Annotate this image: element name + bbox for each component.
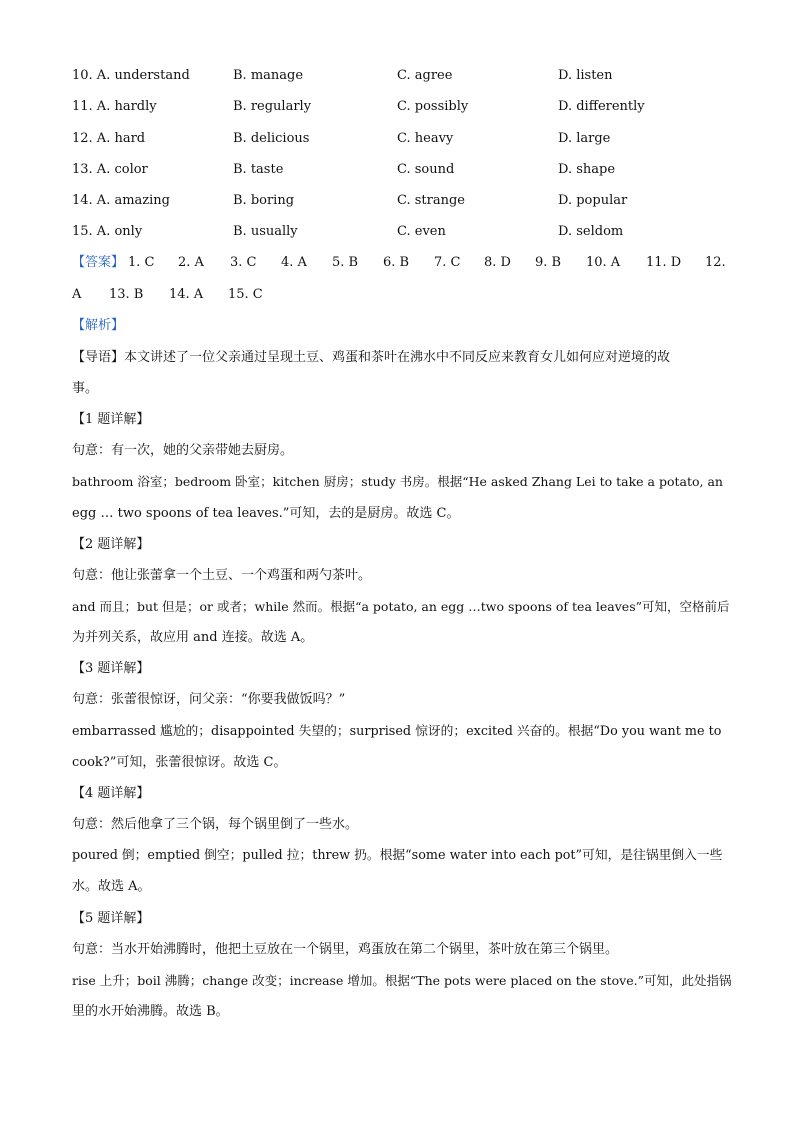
- answer-item: 10. A: [586, 255, 621, 270]
- option-b: B. usually: [233, 224, 298, 239]
- detail-meaning-2: 句意：他让张蕾拿一个土豆、一个鸡蛋和两勺茶叶。: [72, 568, 372, 583]
- detail-meaning-1: 句意：有一次，她的父亲带她去厨房。: [72, 443, 294, 458]
- detail-text-1-2: egg … two spoons of tea leaves.”可知，去的是厨房。故选 C。: [72, 506, 460, 521]
- option-d: D. seldom: [558, 224, 624, 239]
- answer-item: 1. C: [128, 255, 155, 270]
- option-d: D. shape: [558, 162, 616, 177]
- answer-key-line-2: [72, 284, 732, 306]
- detail-text-2-2: 为并列关系，故应用 and 连接。故选 A。: [72, 630, 314, 645]
- answer-key-line-1: [72, 252, 732, 274]
- answer-item: 9. B: [535, 255, 562, 270]
- option-row-10: [72, 65, 732, 87]
- option-a: 14. A. amazing: [72, 193, 170, 208]
- detail-text-3-2: cook?”可知，张蕾很惊讶。故选 C。: [72, 755, 287, 770]
- option-a: 13. A. color: [72, 162, 148, 177]
- answer-item: 5. B: [332, 255, 359, 270]
- option-a: 11. A. hardly: [72, 99, 157, 114]
- answer-item: 11. D: [646, 255, 682, 270]
- detail-text-4-1: poured 倒；emptied 倒空；pulled 拉；threw 扔。根据“some water into each pot”可知，是往锅里倒入一些: [72, 848, 723, 863]
- option-d: D. listen: [558, 68, 613, 83]
- intro-text: 本文讲述了一位父亲通过呈现土豆、鸡蛋和茶叶在沸水中不同反应来教育女儿如何应对逆境的故: [124, 350, 671, 365]
- option-c: C. sound: [397, 162, 455, 177]
- answer-item: 3. C: [230, 255, 257, 270]
- option-c: C. even: [397, 224, 446, 239]
- option-c: C. heavy: [397, 131, 454, 146]
- answer-item: 13. B: [109, 287, 144, 302]
- detail-heading-2: 【2 题详解】: [72, 537, 150, 552]
- answer-item: 14. A: [169, 287, 204, 302]
- detail-meaning-5: 句意：当水开始沸腾时，他把土豆放在一个锅里，鸡蛋放在第二个锅里，茶叶放在第三个锅里。: [72, 942, 619, 957]
- option-b: B. boring: [233, 193, 295, 208]
- option-a: 12. A. hard: [72, 131, 146, 146]
- intro-line-1: [72, 347, 732, 369]
- option-c: C. agree: [397, 68, 453, 83]
- answer-item: 2. A: [178, 255, 204, 270]
- answer-item: 12.: [705, 255, 726, 270]
- detail-text-5-2: 里的水开始沸腾。故选 B。: [72, 1004, 229, 1019]
- detail-heading-3: 【3 题详解】: [72, 661, 150, 676]
- answer-item: 8. D: [484, 255, 511, 270]
- option-row-13: [72, 159, 732, 181]
- option-b: B. manage: [233, 68, 304, 83]
- answer-item: 6. B: [383, 255, 410, 270]
- intro-label: 【导语】: [72, 350, 125, 365]
- detail-heading-4: 【4 题详解】: [72, 786, 150, 801]
- detail-meaning-3: 句意：张蕾很惊讶，问父亲：“你要我做饭吗？”: [72, 692, 346, 707]
- option-d: D. differently: [558, 99, 645, 114]
- option-c: C. strange: [397, 193, 465, 208]
- option-row-15: [72, 221, 732, 243]
- option-c: C. possibly: [397, 99, 469, 114]
- detail-meaning-4: 句意：然后他拿了三个锅，每个锅里倒了一些水。: [72, 817, 359, 832]
- detail-text-4-2: 水。故选 A。: [72, 879, 151, 894]
- option-d: D. large: [558, 131, 611, 146]
- option-a: 15. A. only: [72, 224, 143, 239]
- detail-text-1-1: bathroom 浴室；bedroom 卧室；kitchen 厨房；study 书房。根据“He asked Zhang Lei to take a potato, an: [72, 474, 723, 489]
- answer-item: A: [72, 287, 82, 302]
- detail-text-3-1: embarrassed 尴尬的；disappointed 失望的；surprised 惊讶的；excited 兴奋的。根据“Do you want me to: [72, 724, 722, 739]
- option-b: B. regularly: [233, 99, 312, 114]
- option-b: B. taste: [233, 162, 284, 177]
- detail-heading-5: 【5 题详解】: [72, 911, 150, 926]
- answer-item: 4. A: [281, 255, 307, 270]
- option-row-14: [72, 190, 732, 212]
- answer-item: 15. C: [228, 287, 263, 302]
- detail-heading-1: 【1 题详解】: [72, 412, 150, 427]
- detail-text-5-1: rise 上升；boil 沸腾；change 改变；increase 增加。根据“The pots were placed on the stove.”可知，此处指锅: [72, 973, 732, 988]
- answer-item: 7. C: [434, 255, 461, 270]
- answer-label: 【答案】: [72, 255, 125, 270]
- intro-line-2: 事。: [72, 381, 99, 396]
- option-a: 10. A. understand: [72, 68, 190, 83]
- option-d: D. popular: [558, 193, 628, 208]
- detail-text-2-1: and 而且；but 但是；or 或者；while 然而。根据“a potato, an egg …two spoons of tea leaves”可知，空格前后: [72, 599, 730, 614]
- option-b: B. delicious: [233, 131, 310, 146]
- option-row-11: [72, 96, 732, 118]
- analysis-label: 【解析】: [72, 318, 125, 333]
- option-row-12: [72, 128, 732, 150]
